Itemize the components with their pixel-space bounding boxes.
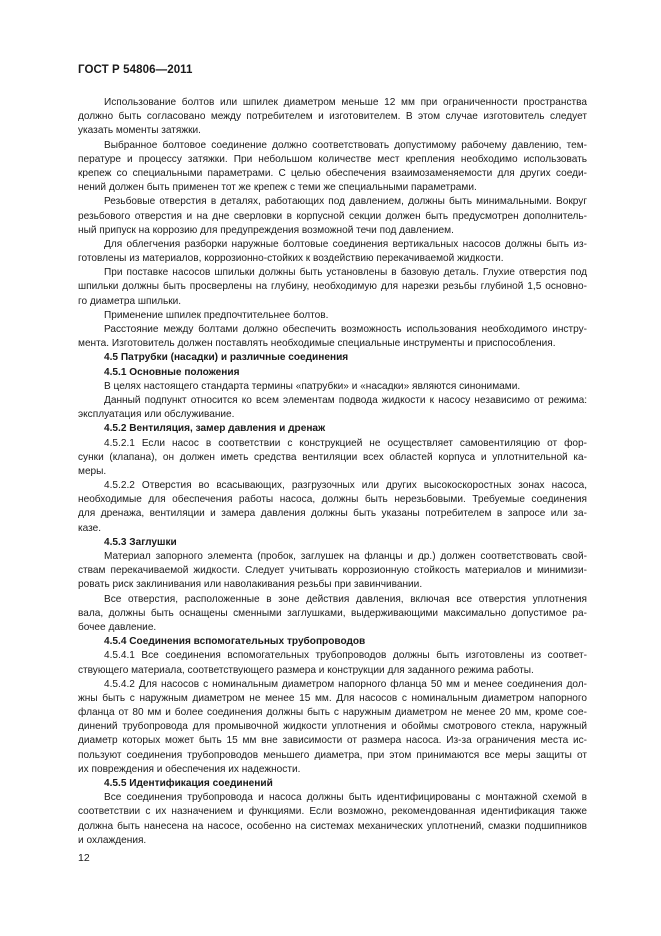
text-line: ный припуск на коррозию для предупреждения возможной течи под давлением. <box>78 224 454 236</box>
text-line: При поставке насосов шпильки должны быть установлены в базовую деталь. Глухие отверстия под <box>104 267 587 279</box>
text-line: ствам перекачиваемой жидкости. Следует учитывать коррозионную стойкость материалов и минимизи- <box>78 565 587 577</box>
page-number: 12 <box>78 852 90 864</box>
text-line: го диаметра шпильки. <box>78 295 182 307</box>
text-line: должно быть согласовано между потребителем и изготовителем. В этом случае изготовитель следует <box>78 111 587 123</box>
text-line: мента. Изготовитель должен поставлять необходимые специальные инструменты и приспособления. <box>78 338 556 350</box>
text-line: Материал запорного элемента (пробок, заглушек на фланцы и др.) должен соответствовать свой- <box>104 551 587 562</box>
text-line: фланца от 80 мм и более соединения должны быть с наружным диаметром не менее 20 мм, кроме сое- <box>78 707 587 719</box>
section-heading: 4.5.3 Заглушки <box>104 536 177 548</box>
text-line: крепеж со специальными параметрами. С целью обеспечения взаимозаменяемости для других соеди- <box>78 167 587 179</box>
text-line: Все соединения трубопровода и насоса должны быть идентифицированы с монтажной схемой в <box>104 792 587 804</box>
text-line: и охлаждения. <box>78 834 147 846</box>
text-line: В целях настоящего стандарта термины «патрубки» и «насадки» являются синонимами. <box>104 380 521 392</box>
text-line: Расстояние между болтами должно обеспечить возможность использования необходимого инстру- <box>104 324 587 335</box>
text-line: Резьбовые отверстия в деталях, работающих под давлением, должны быть минимальными. Вокруг <box>104 196 587 208</box>
text-line: необходимые для обеспечения работы насоса, должны быть нерезьбовыми. Требуемые соединения <box>78 494 587 506</box>
text-line: Для облегчения разборки наружные болтовые соединения вертикальных насосов должны быть из- <box>104 238 587 250</box>
text-line: нений должен быть применен тот же крепеж с теми же специальными параметрами. <box>78 182 477 194</box>
text-line: динений трубопровода для промывочной жидкости уплотнения и обоймы смотрового стекла, наружный <box>78 721 587 733</box>
text-line: соответствии с их назначением и функциями. Если возможно, рекомендованная идентификация также <box>78 806 587 818</box>
text-line: вала, должны быть оснащены сменными заглушками, выдерживающими максимально допустимое ра- <box>78 607 587 619</box>
text-line: для дренажа, вентиляции и замера давления должны быть указаны потребителем в запросе или за- <box>78 508 587 520</box>
text-line: их повреждения и обеспечения их надежности. <box>78 763 301 775</box>
text-line: должна быть нанесена на насосе, особенно на системах механических уплотнений, смазки подшипников <box>78 820 587 832</box>
text-line: 4.5.2.1 Если насос в соответствии с конструкцией не осуществляет самовентиляцию от фор- <box>104 437 587 449</box>
text-line: Использование болтов или шпилек диаметром меньше 12 мм при ограниченности пространства <box>104 97 587 108</box>
section-heading: 4.5.5 Идентификация соединений <box>104 778 273 789</box>
section-heading: 4.5 Патрубки (насадки) и различные соединения <box>104 352 349 364</box>
text-line: казе. <box>78 522 102 534</box>
text-line: Все отверстия, расположенные в зоне действия давления, включая все отверстия уплотнения <box>104 593 587 605</box>
text-line: Выбранное болтовое соединение должно соответствовать допустимому рабочему давлению, тем- <box>104 139 587 151</box>
text-line: 4.5.2.2 Отверстия во всасывающих, разгрузочных или других высокоскоростных зонах насоса, <box>104 480 587 492</box>
text-line: указать моменты затяжки. <box>78 125 201 137</box>
text-line: ровать риск заклинивания или наволакивания резьбы при завинчивании. <box>78 579 423 591</box>
text-line: готовлены из материалов, коррозионно-стойких к воздействию перекачиваемой жидкости. <box>78 253 504 265</box>
text-line: жны быть с наружным диаметром не менее 15 мм. Для насосов с номинальным диаметром напорного <box>78 692 587 704</box>
text-line: 4.5.4.2 Для насосов с номинальным диаметром напорного фланца 50 мм и менее соединения дол- <box>104 678 587 690</box>
text-line: пользуют соединения трубопроводов меньшего диаметра, при этом принимаются все меры защиты от <box>78 749 587 761</box>
text-line: пературе и процессу затяжки. При небольшом количестве мест крепления необходимо использовать <box>78 153 587 165</box>
text-line: эксплуатация или обслуживание. <box>78 409 235 421</box>
text-line: диаметр которых может быть 15 мм вне зависимости от размера насоса. Из-за ограничения места ис- <box>78 735 587 747</box>
section-heading: 4.5.1 Основные положения <box>104 366 240 378</box>
section-heading: 4.5.4 Соединения вспомогательных трубопроводов <box>104 636 366 648</box>
text-line: Применение шпилек предпочтительнее болтов. <box>104 309 329 321</box>
text-line: Данный подпункт относится ко всем элементам подвода жидкости к насосу независимо от режима: <box>104 394 587 406</box>
text-line: резьбового отверстия и на дне сверловки в корпусной секции должен быть предусмотрен дополнитель- <box>78 210 587 222</box>
text-line: сунки (клапана), он должен иметь средства вентиляции всех областей корпуса и уплотнительной ка- <box>78 451 587 463</box>
text-line: меры. <box>78 465 107 477</box>
document-body <box>78 96 587 848</box>
text-line: шпильки должны быть просверлены на глубину, необходимую для нарезки резьбы глубиной 1,5 основно- <box>78 281 587 293</box>
text-line: бочее давление. <box>78 621 157 633</box>
document-header: ГОСТ Р 54806—2011 <box>78 64 193 76</box>
text-line: 4.5.4.1 Все соединения вспомогательных трубопроводов должны быть изготовлены из соответ- <box>104 650 587 662</box>
section-heading: 4.5.2 Вентиляция, замер давления и дренаж <box>104 423 326 435</box>
text-line: ствующего материала, соответствующего размера и конструкции для заданного режима работы. <box>78 664 534 676</box>
